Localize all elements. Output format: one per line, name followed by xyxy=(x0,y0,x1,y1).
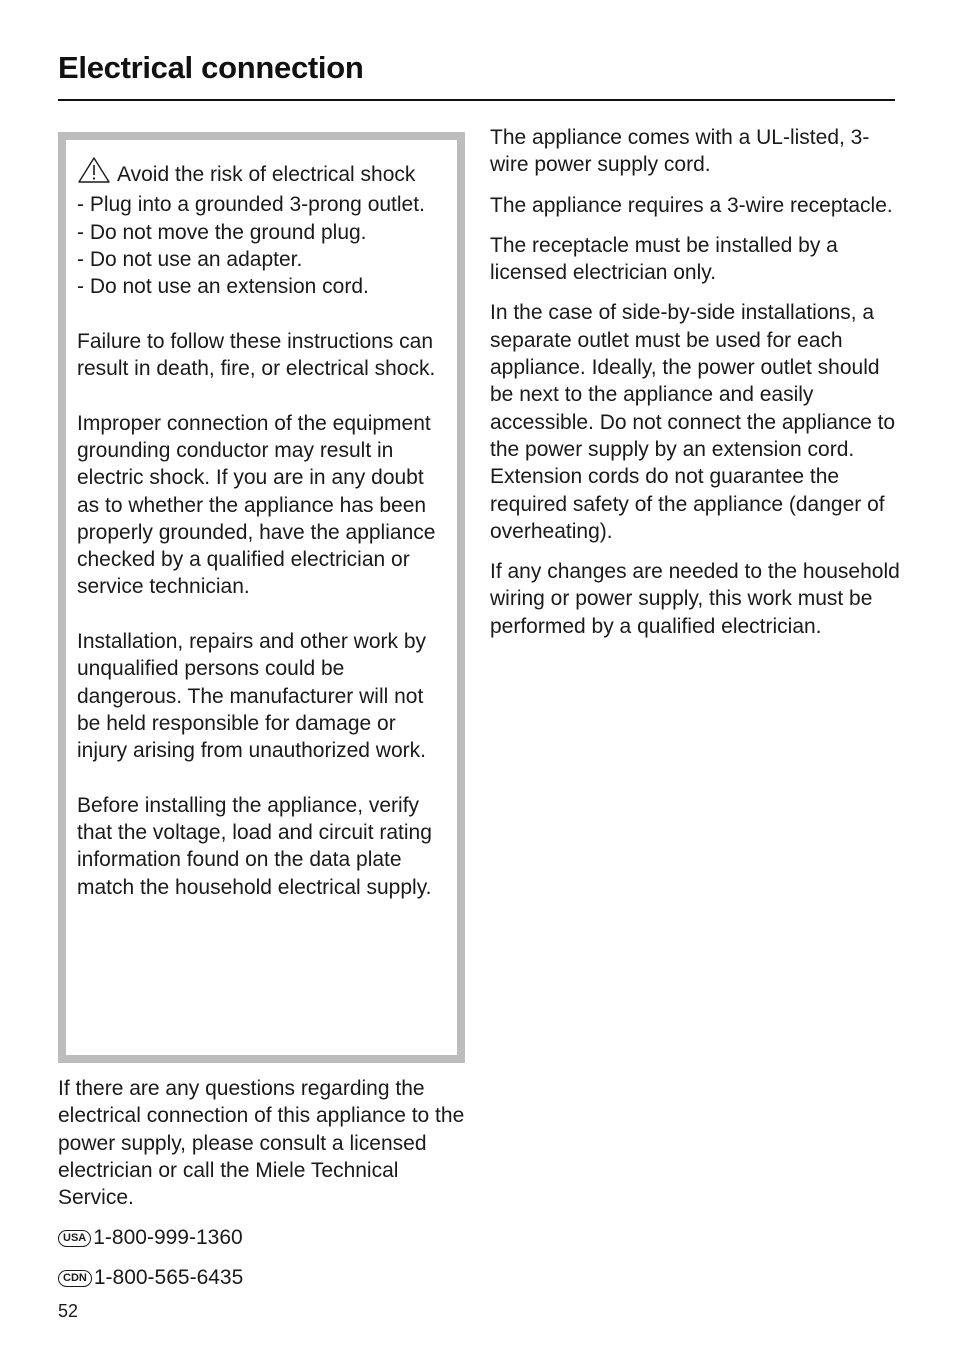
title-rule xyxy=(58,99,895,101)
page-number: 52 xyxy=(58,1301,79,1321)
phone-cdn xyxy=(58,1265,243,1291)
warning-triangle-icon xyxy=(77,156,111,191)
warning-box xyxy=(58,132,465,1063)
warning-heading-text: Avoid the risk of electrical shock xyxy=(117,163,416,186)
body-paragraph: The receptacle must be installed by a licensed electrician only. xyxy=(490,233,838,285)
warning-bullet: - Plug into a grounded 3-prong outlet. xyxy=(77,193,425,217)
warning-bullet: - Do not use an extension cord. xyxy=(77,275,369,299)
body-paragraph: In the case of side-by-side installations, a separate outlet must be used for each appliance. Ideally, the power outlet should be next to the appliance and easily accessible. Do not connect the appliance to the power supply by an extension cord. Extension cords do not guarantee the required safety of the appliance (danger of overheating). xyxy=(490,301,896,543)
body-paragraph: The appliance requires a 3-wire receptacle. xyxy=(490,193,893,217)
service-contact-text: If there are any questions regarding the electrical connection of this appliance to the power supply, please consult a licensed electrician or call the Miele Technical Service. xyxy=(58,1077,465,1210)
warning-heading xyxy=(77,156,449,191)
cdn-badge-icon: CDN xyxy=(58,1270,92,1287)
phone-usa xyxy=(58,1225,243,1251)
warning-paragraph: Improper connection of the equipment grounding conductor may result in electric shock. If you are in any doubt as to whether the appliance has been properly grounded, have the appliance checked by a qualified electrician or service technician. xyxy=(77,411,436,599)
warning-paragraph: Failure to follow these instructions can result in death, fire, or electrical shock. xyxy=(77,329,436,381)
phone-number: 1-800-999-1360 xyxy=(93,1226,243,1249)
usa-badge-icon: USA xyxy=(58,1230,91,1247)
phone-number: 1-800-565-6435 xyxy=(93,1266,244,1289)
page-title: Electrical connection xyxy=(58,50,364,85)
warning-bullet: - Do not move the ground plug. xyxy=(77,220,367,244)
body-paragraph: If any changes are needed to the household wiring or power supply, this work must be performed by a qualified electrician. xyxy=(490,560,900,638)
right-column xyxy=(490,124,900,653)
body-paragraph: The appliance comes with a UL-listed, 3-wire power supply cord. xyxy=(490,126,870,177)
warning-paragraph: Before installing the appliance, verify that the voltage, load and circuit rating information found on the data plate match the household electrical supply. xyxy=(77,793,432,899)
warning-paragraph: Installation, repairs and other work by unqualified persons could be dangerous. The manufacturer will not be held responsible for damage or injury arising from unauthorized work. xyxy=(77,630,427,763)
warning-bullet: - Do not use an adapter. xyxy=(77,247,303,271)
